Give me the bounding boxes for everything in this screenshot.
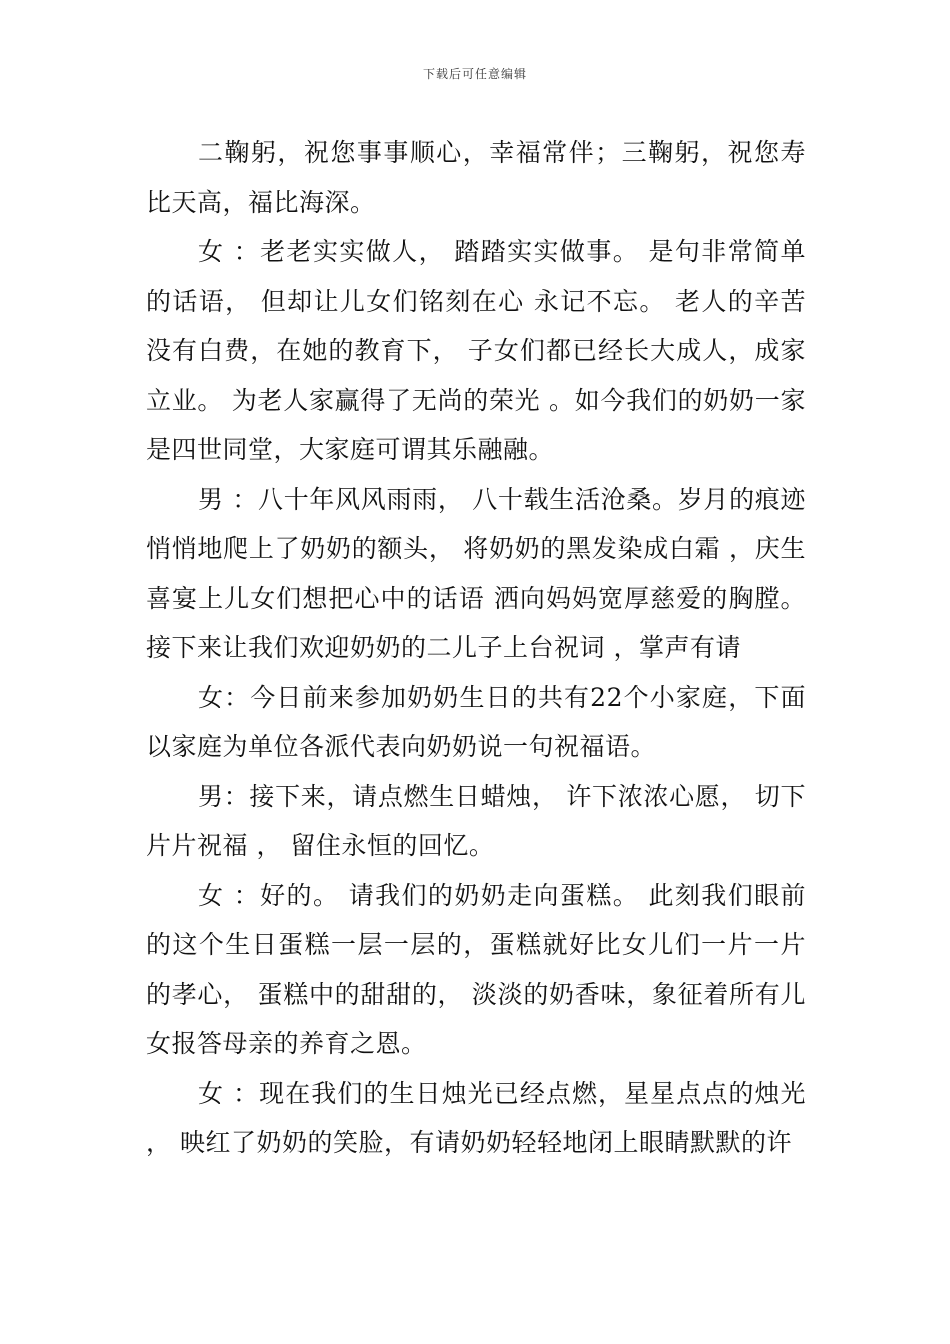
- paragraph-2: 女 ：老老实实做人， 踏踏实实做事。 是句非常简单的话语， 但却让儿女们铭刻在心 永记不忘。 老人的辛苦没有白费，在她的教育下， 子女们都已经长大成人，成家立业。 为老人家赢得了无尚的荣光 。如今我们的奶奶一家是四世同堂，大家庭可谓其乐融融。: [146, 237, 806, 464]
- paragraph-5: 男：接下来，请点燃生日蜡烛， 许下浓浓心愿， 切下片片祝福 ， 留住永恒的回忆。: [146, 781, 806, 860]
- paragraph-6: 女 ：好的。 请我们的奶奶走向蛋糕。 此刻我们眼前的这个生日蛋糕一层一层的，蛋糕就好比女儿们一片一片的孝心， 蛋糕中的甜甜的， 淡淡的奶香味，象征着所有儿女报答母亲的养育之恩。: [146, 880, 806, 1058]
- page-header: 下载后可任意编辑: [422, 67, 527, 81]
- document-body: [146, 128, 806, 1168]
- paragraph-7: 女 ：现在我们的生日烛光已经点燃，星星点点的烛光 ， 映红了奶奶的笑脸，有请奶奶轻轻地闭上眼睛默默的许: [146, 1078, 806, 1157]
- paragraph-3: 男 ：八十年风风雨雨， 八十载生活沧桑。岁月的痕迹悄悄地爬上了奶奶的额头， 将奶奶的黑发染成白霜 ，庆生喜宴上儿女们想把心中的话语 洒向妈妈宽厚慈爱的胸膛。 接下来让我们欢迎奶奶的二儿子上台祝词 ，掌声有请: [146, 484, 806, 662]
- paragraph-1: 二鞠躬，祝您事事顺心，幸福常伴；三鞠躬，祝您寿比天高，福比海深。: [146, 138, 806, 217]
- paragraph-4: 女：今日前来参加奶奶生日的共有22个小家庭，下面以家庭为单位各派代表向奶奶说一句祝福语。: [146, 682, 806, 761]
